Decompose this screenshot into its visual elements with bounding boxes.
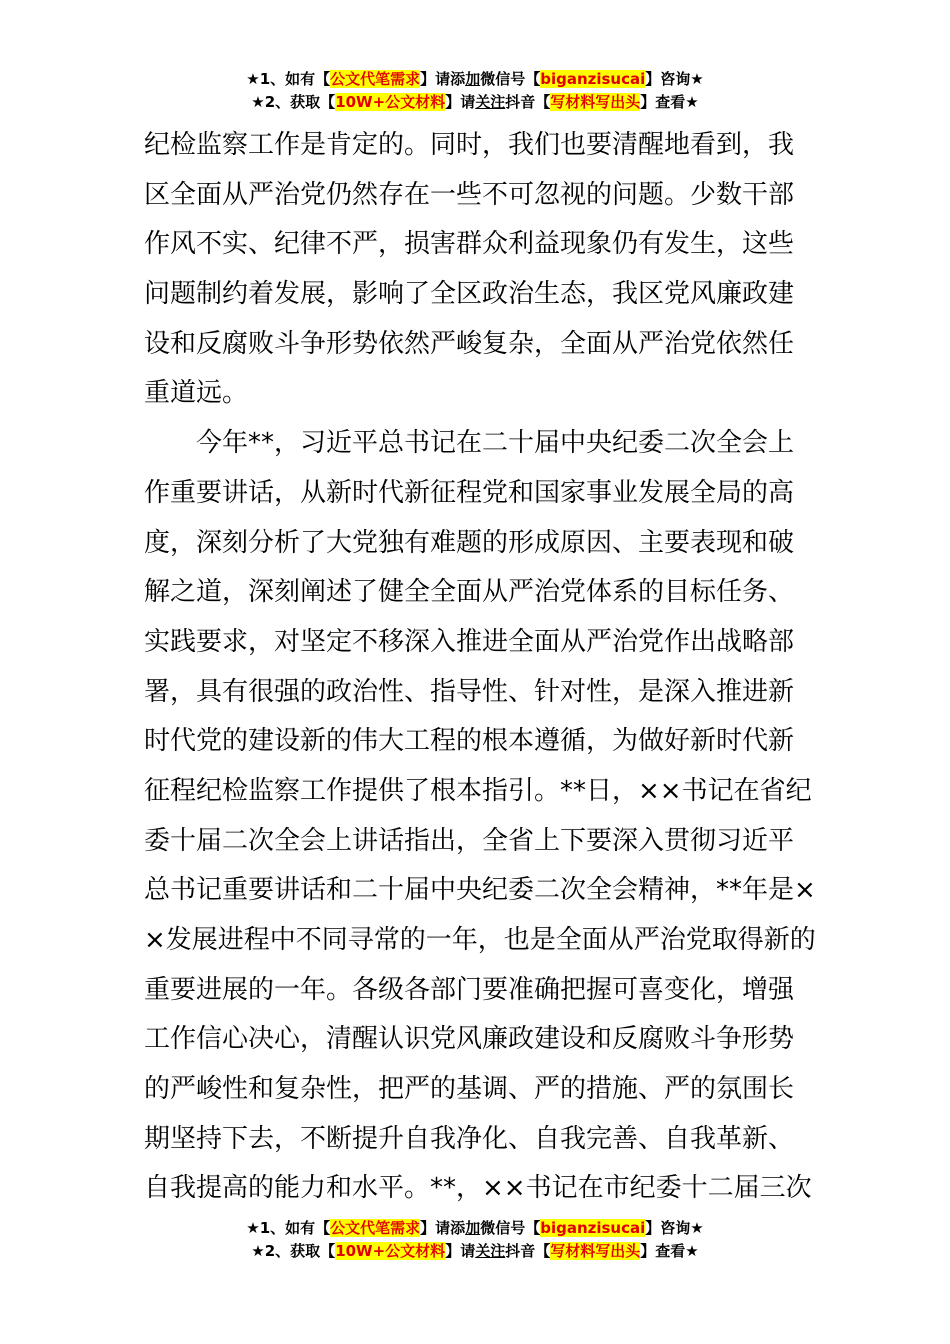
banner-highlight: 10W+公文材料 — [335, 93, 446, 111]
banner-text: 微信号【 — [480, 1219, 541, 1237]
banner-text: ★2、获取【 — [251, 1242, 336, 1260]
body-line: 作重要讲话，从新时代新征程党和国家事业发展全局的高 — [144, 477, 795, 508]
body-line: 实践要求，对坚定不移深入推进全面从严治党作出战略部 — [144, 626, 795, 657]
document-body — [144, 121, 816, 1214]
banner-text: 】查看★ — [640, 93, 699, 111]
body-line: 期坚持下去，不断提升自我净化、自我完善、自我革新、 — [144, 1123, 795, 1154]
body-line: 解之道，深刻阐述了健全全面从严治党体系的目标任务、 — [144, 577, 795, 608]
banner-emphasis: 关注 — [475, 1242, 506, 1260]
banner-text: 微信号【 — [480, 70, 541, 88]
banner-highlight: 10W+公文材料 — [335, 1242, 446, 1260]
body-line: 征程纪检监察工作提供了根本指引。**日，××书记在省纪 — [144, 775, 812, 806]
body-line: 纪检监察工作是肯定的。同时，我们也要清醒地看到，我 — [144, 130, 795, 160]
footer-banner — [0, 1217, 950, 1263]
header-banner — [0, 68, 950, 114]
body-line: 工作信心决心，清醒认识党风廉政建设和反腐败斗争形势 — [144, 1024, 795, 1055]
banner-emphasis: 加 — [465, 1219, 481, 1237]
banner-highlight: 公文代笔需求 — [330, 1219, 421, 1237]
banner-emphasis: 关注 — [475, 93, 506, 111]
banner-highlight: 公文代笔需求 — [330, 70, 421, 88]
banner-highlight: biganzisucai — [540, 70, 646, 88]
body-line: ×发展进程中不同寻常的一年，也是全面从严治党取得新的 — [144, 925, 816, 955]
banner-text: 】查看★ — [640, 1242, 699, 1260]
body-line: 自我提高的能力和水平。**，××书记在市纪委十二届三次 — [144, 1173, 812, 1204]
banner-text: 】请添 — [420, 1219, 466, 1237]
banner-text: ★1、如有【 — [246, 1219, 331, 1237]
banner-line-1 — [0, 1217, 950, 1240]
banner-text: 】咨询★ — [645, 70, 704, 88]
banner-text: 】请 — [445, 1242, 476, 1260]
banner-text: 】咨询★ — [645, 1219, 704, 1237]
body-line: 委十届二次全会上讲话指出，全省上下要深入贯彻习近平 — [144, 825, 795, 856]
body-line: 问题制约着发展，影响了全区政治生态，我区党风廉政建 — [144, 279, 795, 310]
body-line: 重要进展的一年。各级各部门要准确把握可喜变化，增强 — [144, 974, 795, 1005]
body-line: 重道远。 — [144, 378, 249, 409]
banner-text: 】请添 — [420, 70, 466, 88]
body-line: 区全面从严治党仍然存在一些不可忽视的问题。少数干部 — [144, 179, 795, 210]
body-line: 今年**，习近平总书记在二十届中央纪委二次全会上 — [144, 428, 795, 459]
banner-highlight: biganzisucai — [540, 1219, 646, 1237]
banner-text: 】请 — [445, 93, 476, 111]
banner-text: ★1、如有【 — [246, 70, 331, 88]
body-line: 设和反腐败斗争形势依然严峻复杂，全面从严治党依然任 — [144, 328, 795, 359]
body-line: 作风不实、纪律不严，损害群众利益现象仍有发生，这些 — [144, 229, 795, 260]
banner-highlight: 写材料写出头 — [550, 93, 641, 111]
body-line: 总书记重要讲话和二十届中央纪委二次全会精神，**年是× — [144, 875, 816, 906]
body-line: 度，深刻分析了大党独有难题的形成原因、主要表现和破 — [144, 527, 795, 558]
banner-text: 抖音【 — [505, 1242, 551, 1260]
banner-line-2 — [0, 91, 950, 114]
banner-text: ★2、获取【 — [251, 93, 336, 111]
banner-line-1 — [0, 68, 950, 91]
body-line: 的严峻性和复杂性，把严的基调、严的措施、严的氛围长 — [144, 1074, 795, 1105]
body-line: 时代党的建设新的伟大工程的根本遵循，为做好新时代新 — [144, 726, 795, 757]
banner-highlight: 写材料写出头 — [550, 1242, 641, 1260]
body-line: 署，具有很强的政治性、指导性、针对性，是深入推进新 — [144, 676, 795, 707]
banner-line-2 — [0, 1240, 950, 1263]
banner-emphasis: 加 — [465, 70, 481, 88]
banner-text: 抖音【 — [505, 93, 551, 111]
